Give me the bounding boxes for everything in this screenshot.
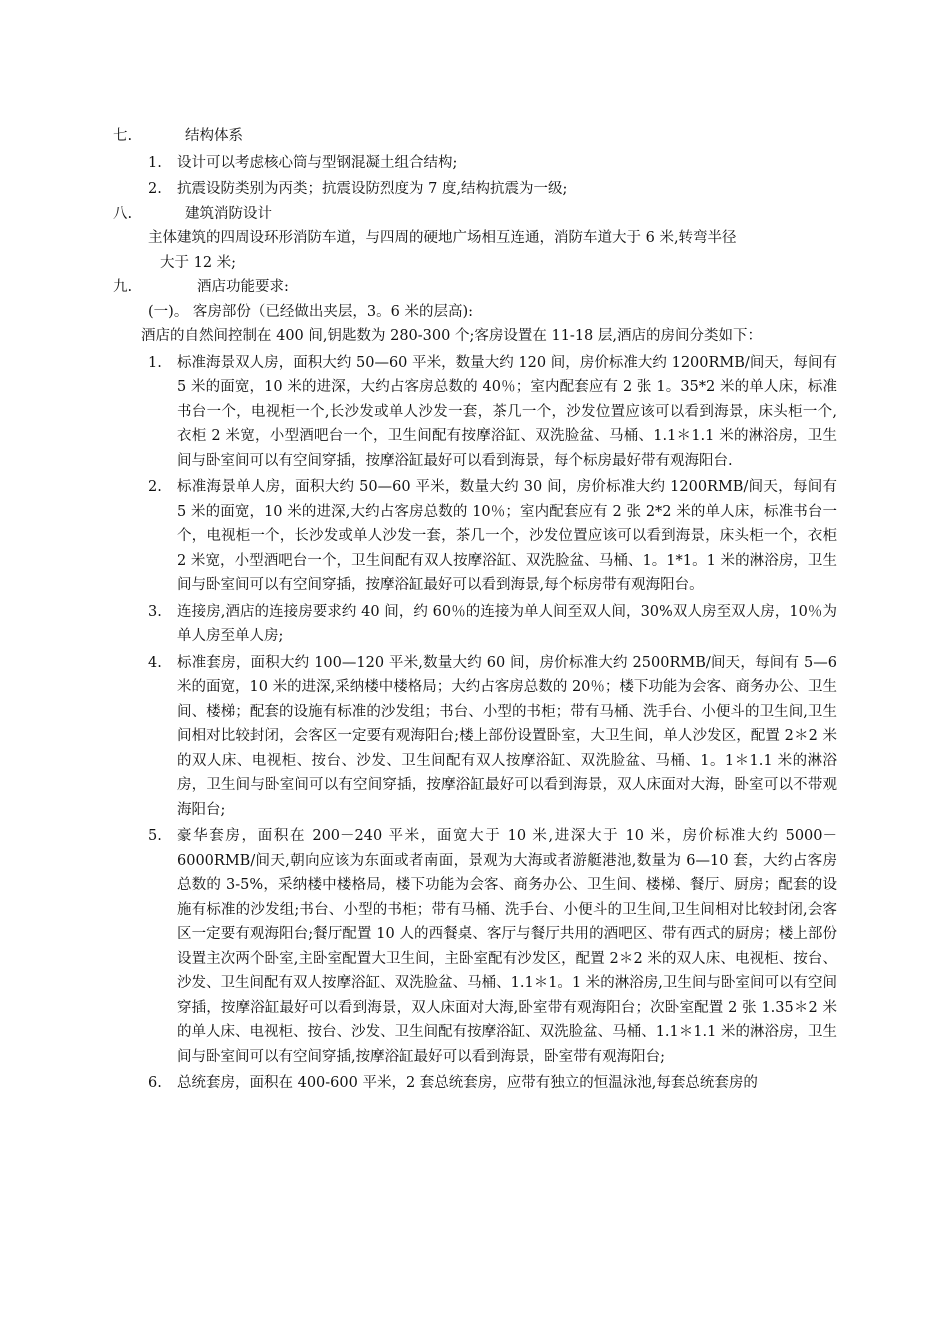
list-item-number: 4. xyxy=(148,654,162,671)
list-item-number: 6. xyxy=(148,1075,162,1091)
list-item-number: 2. xyxy=(148,181,162,197)
list-item-text: 抗震设防类别为丙类；抗震设防烈度为 7 度,结构抗震为一级; xyxy=(177,181,568,197)
list-item-text: 标准套房，面积大约 100—120 平米,数量大约 60 间，房价标准大约 2500RMB/间天，每间有 5—6 米的面宽，10 米的进深,采纳楼中楼格局；大约占客房总数的 20％；楼下功能为会客、商务办公、卫生间、楼梯；配套的设施有标准的沙发组；书台、小型的书柜；带有马桶、洗手台、小便斗的卫生间,卫生间相对比较封闭，会客区一定要有观海阳台;楼上部份设置卧室，大卫生间，单人沙发区，配置 2＊2 米的双人床、电视柜、按台、沙发、卫生间配有双人按摩浴缸、双洗脸盆、马桶、1。1＊1.1 米的淋浴房，卫生间与卧室间可以有空间穿插，按摩浴缸最好可以看到海景，双人床面对大海，卧室可以不带观海阳台; xyxy=(177,654,837,818)
list-item xyxy=(0,651,950,823)
list-item xyxy=(0,824,950,1069)
list-item-number: 2. xyxy=(148,479,162,495)
paragraph-line: 大于 12 米; xyxy=(160,254,237,271)
list-item-number: 3. xyxy=(148,603,162,620)
list-item xyxy=(0,475,950,598)
list-item-text: 总统套房，面积在 400-600 平米，2 套总统套房，应带有独立的恒温泳池,每套总统套房的 xyxy=(177,1075,758,1091)
section-paragraph xyxy=(148,226,836,275)
section-title: 建筑消防设计 xyxy=(185,205,272,222)
section-number: 九. xyxy=(113,279,133,295)
list-item xyxy=(0,351,950,474)
list-item xyxy=(0,177,950,202)
list-item xyxy=(0,151,950,176)
list-item xyxy=(0,1071,950,1096)
document-body xyxy=(0,124,950,1096)
section-heading xyxy=(0,202,950,227)
section-heading xyxy=(0,275,950,300)
list-item-text: 连接房,酒店的连接房要求约 40 间，约 60％的连接为单人间至双人间，30%双人房至双人房，10％为单人房至单人房; xyxy=(177,603,837,644)
list-item-text: 豪华套房，面积在 200－240 平米，面宽大于 10 米,进深大于 10 米，房价标准大约 5000－6000RMB/间天,朝向应该为东面或者南面，景观为大海或者游艇港池,数量为 6—10 套，大约占客房总数的 3-5%，采纳楼中楼格局，楼下功能为会客、商务办公、卫生间、楼梯、餐厅、厨房；配套的设施有标准的沙发组;书台、小型的书柜；带有马桶、洗手台、小便斗的卫生间,卫生间相对比较封闭,会客区一定要有观海阳台;餐厅配置 10 人的西餐桌、客厅与餐厅共用的酒吧区、带有西式的厨房；楼上部份设置主次两个卧室,主卧室配置大卫生间，主卧室配有沙发区，配置 2＊2 米的双人床、电视柜、按台、沙发、卫生间配有双人按摩浴缸、双洗脸盆、马桶、1.1＊1。1 米的淋浴房,卫生间与卧室间可以有空间穿插，按摩浴缸最好可以看到海景，双人床面对大海,卧室带有观海阳台；次卧室配置 2 张 1.35＊2 米的单人床、电视柜、按台、沙发、卫生间配有按摩浴缸、双洗脸盆、马桶、1.1＊1.1 米的淋浴房，卫生间与卧室间可以有空间穿插,按摩浴缸最好可以看到海景，卧室带有观海阳台; xyxy=(177,828,837,1065)
section-number: 七. xyxy=(113,128,133,144)
list-item-text: 设计可以考虑核心筒与型钢混凝土组合结构; xyxy=(177,154,458,171)
section-heading xyxy=(0,124,950,149)
list-item xyxy=(0,600,950,649)
paragraph-line: 主体建筑的四周设环形消防车道，与四周的硬地广场相互连通，消防车道大于 6 米,转弯半径 xyxy=(148,230,737,246)
subsection-heading: (一)。 客房部份（已经做出夹层，3。6 米的层高): xyxy=(148,303,474,320)
intro-paragraph: 酒店的自然间控制在 400 间,钥匙数为 280-300 个;客房设置在 11-18 层,酒店的房间分类如下： xyxy=(141,328,762,344)
list-item-text: 标准海景双人房，面积大约 50—60 平米，数量大约 120 间，房价标准大约 1200RMB/间天，每间有 5 米的面宽，10 米的进深，大约占客房总数的 40％；室内配套应有 2 张 1。35*2 米的单人床，标准书台一个，电视柜一个,长沙发或单人沙发一套，茶几一个，沙发位置应该可以看到海景，床头柜一个,衣柜 2 米宽，小型酒吧台一个，卫生间配有按摩浴缸、双洗脸盆、马桶、1.1＊1.1 米的淋浴房，卫生间与卧室间可以有空间穿插，按摩浴缸最好可以看到海景，每个标房最好带有观海阳台. xyxy=(177,354,837,469)
list-item-number: 1. xyxy=(148,154,162,171)
list-item-number: 5. xyxy=(148,828,162,844)
list-item-number: 1. xyxy=(148,354,162,371)
section-title: 酒店功能要求: xyxy=(197,279,289,295)
section-number: 八. xyxy=(113,205,133,222)
list-item-text: 标准海景单人房，面积大约 50—60 平米，数量大约 30 间，房价标准大约 1200RMB/间天，每间有 5 米的面宽，10 米的进深,大约占客房总数的 10％；室内配套应有 2 张 2*2 米的单人床，标准书台一个，电视柜一个，长沙发或单人沙发一套，茶几一个，沙发位置应该可以看到海景，床头柜一个，衣柜 2 米宽，小型酒吧台一个，卫生间配有双人按摩浴缸、双洗脸盆、马桶、1。1*1。1 米的淋浴房，卫生间与卧室间可以有空间穿插，按摩浴缸最好可以看到海景,每个标房带有观海阳台。 xyxy=(177,479,837,593)
section-title: 结构体系 xyxy=(185,128,243,144)
